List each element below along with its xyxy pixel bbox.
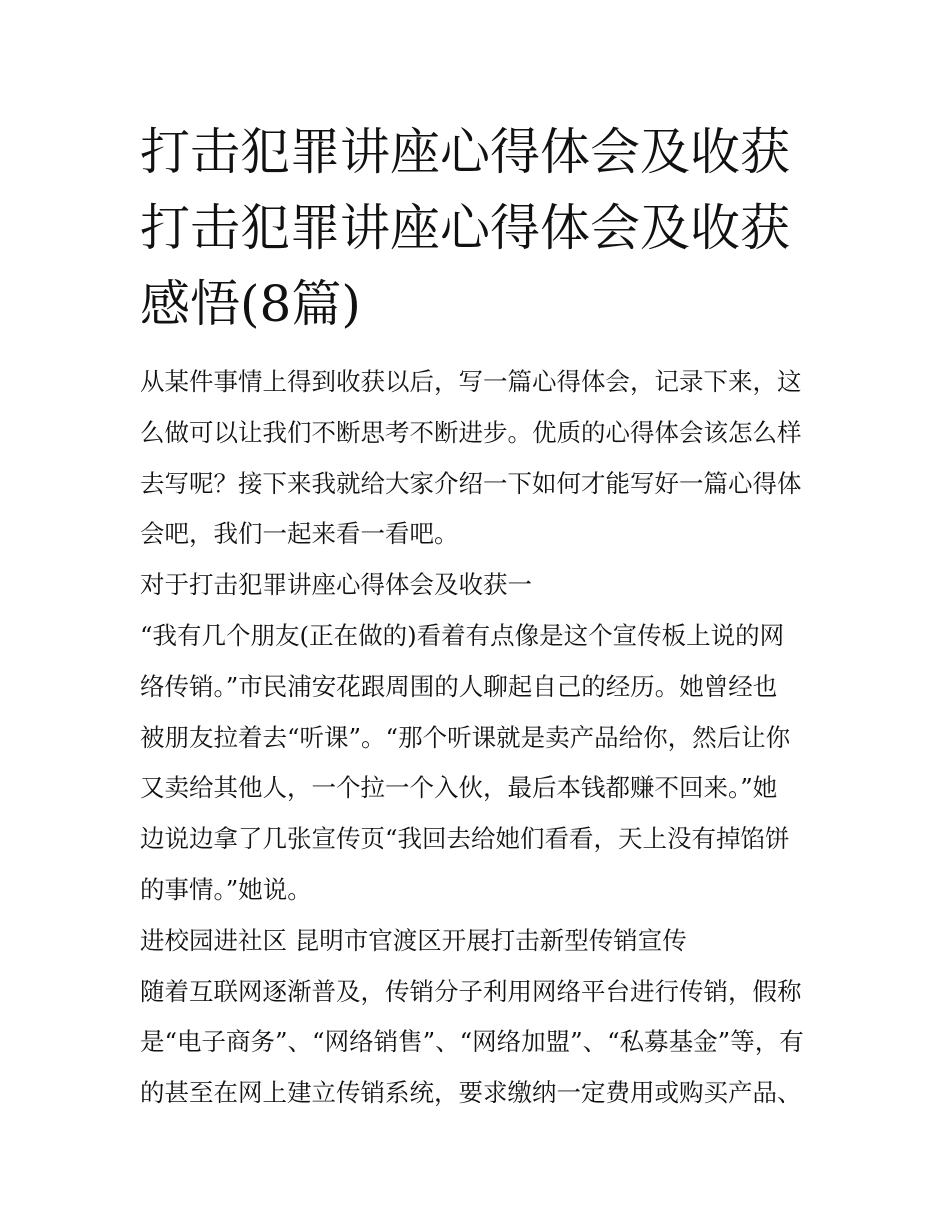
text-line: 么做可以让我们不断思考不断进步。优质的心得体会该怎么样	[140, 417, 802, 447]
text-line: 又卖给其他人，一个拉一个入伙，最后本钱都赚不回来。”她	[140, 773, 778, 803]
section-heading	[140, 560, 820, 611]
text-line: 进校园进社区 昆明市官渡区开展打击新型传销宣传	[140, 925, 687, 955]
text-line: 被朋友拉着去“听课”。“那个听课就是卖产品给你，然后让你	[140, 722, 791, 752]
text-line: 是“电子商务”、“网络销售”、“网络加盟”、“私募基金”等，有	[140, 1027, 804, 1057]
title-line: 打击犯罪讲座心得体会及收获	[140, 199, 790, 257]
text-line: 络传销。”市民浦安花跟周围的人聊起自己的经历。她曾经也	[140, 671, 778, 701]
text-line: 边说边拿了几张宣传页“我回去给她们看看，天上没有掉馅饼	[140, 824, 790, 854]
text-line: 的事情。”她说。	[140, 874, 312, 904]
document-title	[140, 114, 820, 342]
intro-paragraph	[140, 357, 820, 560]
text-line: 从某件事情上得到收获以后，写一篇心得体会，记录下来，这	[140, 367, 802, 396]
text-line: 的甚至在网上建立传销系统，要求缴纳一定费用或购买产品、	[140, 1078, 802, 1108]
text-line: 去写呢？接下来我就给大家介绍一下如何才能写好一篇心得体	[140, 468, 802, 498]
title-line: 感悟(8篇)	[140, 275, 361, 333]
text-line: “我有几个朋友(正在做的)看着有点像是这个宣传板上说的网	[140, 620, 785, 650]
text-line: 对于打击犯罪讲座心得体会及收获一	[140, 570, 532, 600]
text-line: 随着互联网逐渐普及，传销分子利用网络平台进行传销，假称	[140, 976, 802, 1006]
title-line: 打击犯罪讲座心得体会及收获	[140, 123, 790, 181]
document-body	[140, 357, 820, 1119]
body-paragraph	[140, 967, 820, 1119]
subheading-paragraph	[140, 916, 820, 967]
text-line: 会吧，我们一起来看一看吧。	[140, 519, 459, 549]
body-paragraph	[140, 611, 820, 916]
